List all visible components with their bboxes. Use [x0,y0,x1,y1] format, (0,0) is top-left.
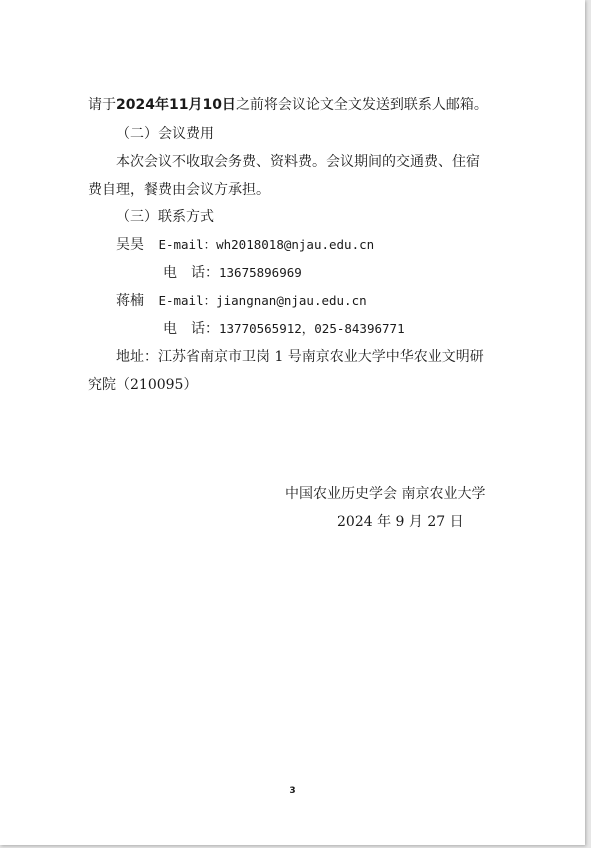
deadline-prefix: 请于 [88,97,116,113]
deadline-date: 2024年11月10日 [116,97,236,113]
contact-phone: 13675896969 [219,265,302,280]
contact-email: wh2018018@njau.edu.cn [216,237,375,252]
address-line1: 地址：江苏省南京市卫岗 1 号南京农业大学中华农业文明研 [116,349,484,365]
contact-name: 吴昊 [116,237,144,253]
contact-email-label: E-mail： [158,237,217,252]
contact-phone-label: 电 话： [163,321,219,337]
page-number: 3 [289,786,296,796]
contact-phone-row [163,319,405,339]
contact-phone-row [163,263,302,283]
section-contact-heading: （三）联系方式 [116,209,214,225]
address-line2: 究院（210095） [88,377,198,393]
contact-name: 蒋楠 [116,293,144,309]
contact-email-row [116,235,374,255]
contact-email-label: E-mail： [158,293,217,308]
deadline-suffix: 之前将会议论文全文发送到联系人邮箱。 [235,97,488,113]
contact-email: jiangnan@njau.edu.cn [216,293,367,308]
deadline-paragraph [88,95,488,115]
signature-organizations: 中国农业历史学会 南京农业大学 [285,486,486,502]
section-fee-body-line1: 本次会议不收取会务费、资料费。会议期间的交通费、住宿 [116,154,480,170]
contact-phone-label: 电 话： [163,265,219,281]
section-fee-heading: （二）会议费用 [116,126,214,142]
section-fee-body-line2: 费自理，餐费由会议方承担。 [88,182,270,198]
signature-date: 2024 年 9 月 27 日 [337,514,464,530]
contact-email-row [116,291,367,311]
contact-phone: 13770565912，025-84396771 [219,321,405,336]
